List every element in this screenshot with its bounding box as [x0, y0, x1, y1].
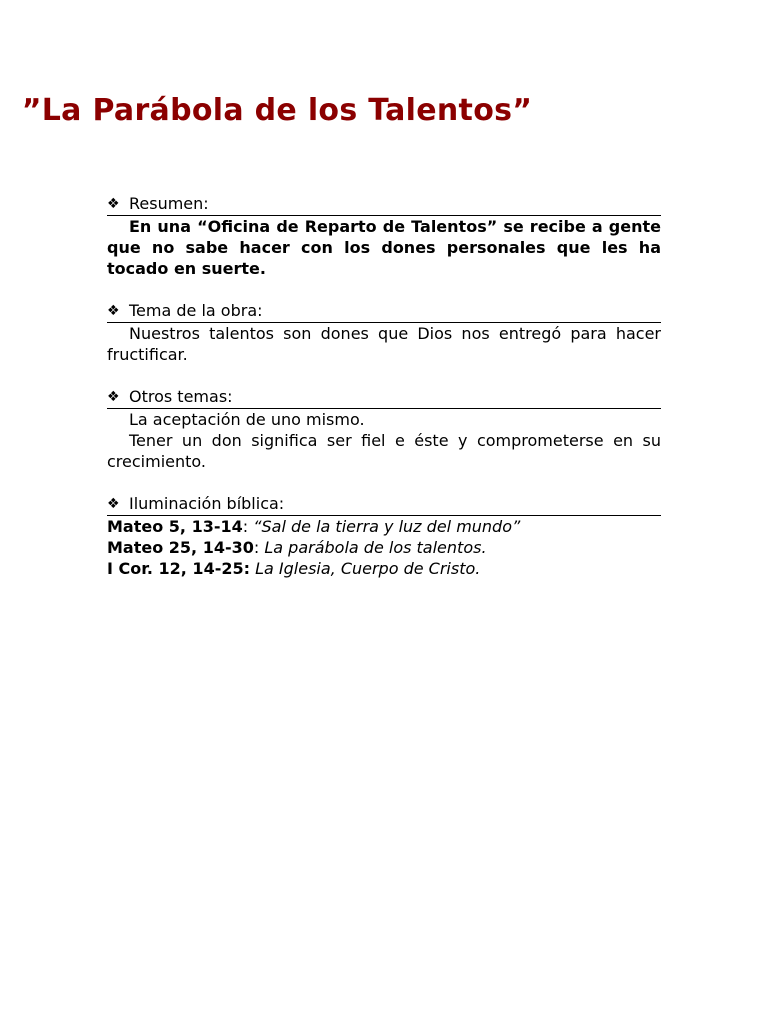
reference-separator: : — [242, 517, 254, 536]
theme-paragraph: Nuestros talentos son dones que Dios nos entregó para hacer fructificar. — [107, 324, 661, 364]
page-title: ”La Parábola de los Talentos” — [21, 93, 533, 128]
reference-citation: I Cor. 12, 14-25: — [107, 559, 250, 578]
section-tema — [107, 300, 661, 365]
diamond-bullet-icon: ❖ — [107, 303, 120, 319]
bible-reference — [107, 558, 661, 579]
heading-label: Tema de la obra: — [129, 301, 263, 320]
section-otros-temas — [107, 386, 661, 472]
other-theme-paragraph: Tener un don significa ser fiel e éste y comprometerse en su crecimiento. — [107, 431, 661, 471]
reference-separator: : — [253, 538, 265, 557]
section-iluminacion-biblica — [107, 493, 661, 579]
diamond-bullet-icon: ❖ — [107, 496, 120, 512]
reference-citation: Mateo 25, 14-30 — [107, 538, 254, 557]
reference-citation: Mateo 5, 13-14 — [107, 517, 243, 536]
section-resumen — [107, 193, 661, 279]
reference-text: La Iglesia, Cuerpo de Cristo. — [255, 559, 481, 578]
heading-label: Iluminación bíblica: — [129, 494, 285, 513]
section-heading — [107, 193, 661, 216]
diamond-bullet-icon: ❖ — [107, 389, 120, 405]
bible-reference — [107, 516, 661, 537]
section-heading — [107, 300, 661, 323]
heading-label: Resumen: — [129, 194, 209, 213]
section-heading — [107, 493, 661, 516]
heading-label: Otros temas: — [129, 387, 233, 406]
reference-text: La parábola de los talentos. — [264, 538, 487, 557]
diamond-bullet-icon: ❖ — [107, 196, 120, 212]
section-heading — [107, 386, 661, 409]
other-theme-paragraph: La aceptación de uno mismo. — [129, 410, 365, 429]
reference-text: “Sal de la tierra y luz del mundo” — [253, 517, 521, 536]
bible-reference — [107, 537, 661, 558]
summary-paragraph: En una “Oficina de Reparto de Talentos” se recibe a gente que no sabe hacer con los dones personales que les ha tocado en suerte. — [107, 217, 661, 278]
